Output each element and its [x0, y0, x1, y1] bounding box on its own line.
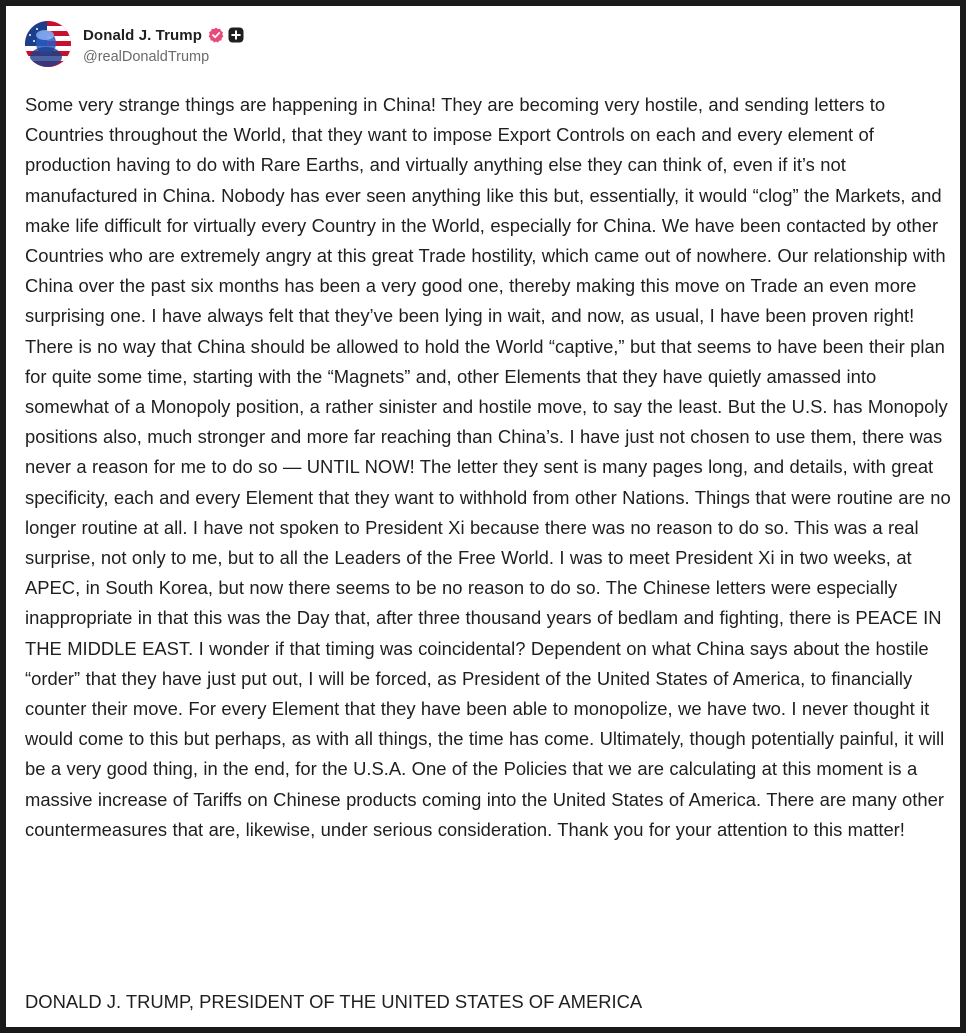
plus-badge-icon[interactable] — [228, 27, 244, 43]
post-signature: DONALD J. TRUMP, PRESIDENT OF THE UNITED STATES OF AMERICA — [25, 991, 643, 1012]
post-header — [25, 15, 953, 75]
name-row — [83, 24, 244, 46]
user-handle[interactable]: @realDonaldTrump — [83, 49, 210, 65]
post-body: Some very strange things are happening in China! They are becoming very hostile, and sending letters to Countries throughout the World, that they want to impose Export Controls on each and every element of production having to do with Rare Earths, and virtually anything else they can think of, even if it’s not manufactured in China. Nobody has ever seen anything like this but, essentially, it would “clog” the Markets, and make life difficult for virtually every Country in the World, especially for China. We have been contacted by other Countries who are extremely angry at this great Trade hostility, which came out of nowhere. Our relationship with China over the past six months has been a very good one, thereby making this move on Trade an even more surprising one. I have always felt that they’ve been lying in wait, and now, as usual, I have been proven right! There is no way that China should be allowed to hold the World “captive,” but that seems to have been their plan for quite some time, starting with the “Magnets” and, other Elements that they have quietly amassed into somewhat of a Monopoly position, a rather sinister and hostile move, to say the least. But the U.S. has Monopoly positions also, much stronger and more far reaching than China’s. I have just not chosen to use them, there was never a reason for me to do so — UNTIL NOW! The letter they sent is many pages long, and details, with great specificity, each and every Element that they want to withhold from other Nations. Things that were routine are no longer routine at all. I have not spoken to President Xi because there was no reason to do so. This was a real surprise, not only to me, but to all the Leaders of the Free World. I was to meet President Xi in two weeks, at APEC, in South Korea, but now there seems to be no reason to do so. The Chinese letters were especially inappropriate in that this was the Day that, after three thousand years of bedlam and fighting, there is PEACE IN THE MIDDLE EAST. I wonder if that timing was coincidental? Dependent on what China says about the hostile “order” that they have just put out, I will be forced, as President of the United States of America, to financially counter their move. For every Element that they have been able to monopolize, we have two. I never thought it would come to this but perhaps, as with all things, the time has come. Ultimately, though potentially painful, it will be a very good thing, in the end, for the U.S.A. One of the Policies that we are calculating at this moment is a massive increase of Tariffs on Chinese products coming into the United States of America. There are many other countermeasures that are, likewise, under serious consideration. Thank you for your attention to this matter! — [25, 94, 951, 840]
flag-portrait-avatar-icon — [25, 21, 71, 67]
display-name[interactable]: Donald J. Trump — [83, 26, 203, 44]
post — [25, 15, 953, 840]
avatar[interactable] — [25, 21, 71, 67]
verified-badge-icon — [208, 27, 224, 43]
